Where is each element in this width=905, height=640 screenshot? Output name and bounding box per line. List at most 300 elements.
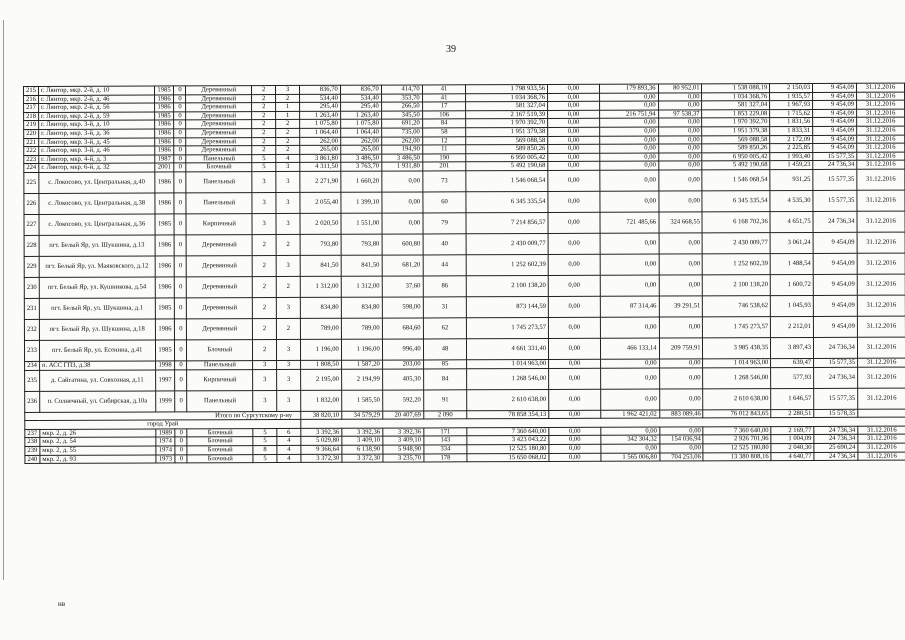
table-cell: 1 967,93: [770, 101, 813, 110]
table-cell: 40: [423, 234, 467, 255]
table-cell: 24 736,34: [813, 211, 857, 232]
table-cell: 216 751,94: [599, 110, 658, 119]
table-cell: 216: [24, 95, 39, 104]
table-cell: 2: [252, 111, 276, 120]
table-cell: 17: [422, 102, 466, 111]
table-cell: г. Лянтор, мкр. 3-й, д. 10: [39, 120, 155, 129]
table-cell: 1 646,57: [771, 388, 814, 409]
table-cell: 1 268 546,00: [703, 367, 771, 388]
table-cell: 2: [252, 146, 276, 155]
table-cell: 9 454,09: [813, 232, 857, 253]
table-cell: 31.12.2016: [857, 316, 905, 337]
table-cell: 0: [174, 120, 186, 129]
table-cell: 1 808,50: [300, 360, 341, 369]
table-cell: 1986: [154, 129, 174, 138]
table-cell: 15 577,35: [813, 152, 857, 161]
table-cell: Деревянный: [187, 235, 253, 256]
table-cell: 240: [25, 455, 40, 464]
table-cell: 6 345 335,54: [702, 191, 770, 212]
table-cell: 5: [252, 163, 276, 172]
table-cell: 79: [423, 213, 467, 234]
table-cell: 345,50: [381, 111, 422, 120]
table-cell: 6 138,90: [342, 445, 383, 454]
table-cell: 1 798 933,56: [466, 84, 548, 93]
table-cell: 746 538,62: [703, 296, 771, 317]
table-cell: 4 640,77: [771, 452, 814, 461]
table-cell: 0,00: [659, 317, 703, 338]
table-cell: 9 454,09: [813, 92, 857, 101]
table-cell: 1 970 392,70: [466, 119, 548, 128]
table-cell: 0,00: [549, 453, 601, 462]
table-cell: 1 600,72: [770, 274, 813, 295]
table-cell: 34 579,29: [342, 411, 383, 420]
table-cell: 1986: [154, 95, 174, 104]
table-cell: 5: [253, 454, 277, 463]
table-cell: 1986: [155, 235, 175, 256]
table-cell: 3 486,50: [341, 154, 382, 163]
table-cell: 0,00: [548, 144, 600, 153]
table-cell: 1 004,09: [771, 435, 814, 444]
table-cell: 1 585,50: [341, 390, 382, 411]
table-cell: 0: [174, 214, 186, 235]
table-cell: 6 950 005,42: [702, 152, 770, 161]
table-cell: 1997: [155, 369, 175, 390]
table-cell: 1 587,20: [341, 360, 382, 369]
table-cell: Кирпичный: [186, 214, 252, 235]
table-cell: 24 736,34: [814, 435, 858, 444]
table-cell: 1 565 006,80: [601, 453, 660, 462]
table-cell: 0: [174, 146, 186, 155]
table-cell: 31.12.2016: [857, 117, 905, 126]
table-cell: 295,40: [340, 102, 381, 111]
table-cell: г. Лянтор, мкр. 3-й, д. 36: [39, 129, 155, 138]
table-cell: Панельный: [186, 193, 252, 214]
table-cell: 9 454,09: [813, 135, 857, 144]
table-cell: 3 392,36: [301, 428, 342, 437]
table-cell: 9 454,09: [813, 126, 857, 135]
table-cell: 405,30: [382, 368, 423, 389]
table-cell: 1 832,00: [301, 390, 342, 411]
table-cell: 0: [174, 129, 186, 138]
table-cell: 31.12.2016: [857, 135, 905, 144]
table-cell: 0: [175, 361, 187, 370]
table-cell: 3: [253, 369, 277, 390]
table-cell: 31: [423, 297, 467, 318]
table-cell: 2 100 138,20: [703, 275, 771, 296]
table-cell: 2: [252, 255, 276, 276]
table-cell: 1 745 273,57: [467, 317, 549, 338]
table-cell: 1 745 273,57: [703, 317, 771, 338]
table-cell: 6 168 702,36: [702, 212, 770, 233]
table-cell: 15 577,35: [814, 388, 858, 409]
table-cell: 0: [175, 446, 187, 455]
table-cell: 0,00: [659, 444, 703, 453]
table-cell: 1 252 602,39: [703, 254, 771, 275]
table-cell: 31.12.2016: [858, 443, 905, 452]
table-cell: 238: [25, 438, 40, 447]
table-cell: 48: [423, 339, 467, 360]
table-cell: 2: [276, 120, 300, 129]
table-cell: 0,00: [600, 161, 659, 170]
table-cell: 0,00: [599, 136, 658, 145]
table-cell: 84: [423, 368, 467, 389]
table-cell: пгт. Белый Яр, ул. Шукшина, д.1: [39, 298, 155, 319]
table-cell: 2 430 009,77: [703, 233, 771, 254]
table-cell: 0,00: [601, 444, 660, 453]
table-cell: Деревянный: [186, 146, 252, 155]
table-cell: 0,00: [659, 359, 703, 368]
table-cell: 0,00: [600, 170, 659, 191]
table-cell: 0,00: [548, 212, 600, 233]
table-cell: 5 029,80: [301, 437, 342, 446]
table-cell: 1985: [155, 298, 175, 319]
table-cell: 203,00: [382, 360, 423, 369]
table-cell: 179 893,36: [599, 84, 658, 93]
table-cell: с. Локосово, ул. Центральная, д.40: [39, 172, 155, 193]
table-cell: 1 951 379,38: [702, 127, 770, 136]
table-cell: 1998: [155, 361, 175, 370]
table-cell: 2 610 638,00: [467, 389, 549, 410]
table-cell: Панельный: [187, 390, 253, 411]
table-cell: 0,00: [599, 118, 658, 127]
table-cell: 3 372,30: [301, 454, 342, 463]
table-cell: 31.12.2016: [858, 434, 905, 443]
table-cell: 1 034 368,76: [702, 92, 770, 101]
table-cell: 215: [24, 86, 39, 95]
table-cell: 1 853 229,08: [702, 109, 770, 118]
table-cell: 5: [252, 154, 276, 163]
table-cell: 234: [25, 361, 40, 370]
table-cell: 1 935,57: [770, 92, 813, 101]
table-cell: 229: [24, 256, 39, 277]
table-cell: 2: [253, 339, 277, 360]
table-cell: Деревянный: [186, 86, 252, 95]
housing-table: [23, 83, 905, 464]
table-cell: 1 312,00: [300, 276, 341, 297]
table-cell: 3: [277, 360, 301, 369]
table-cell: 5: [253, 437, 277, 446]
table-cell: Кирпичный: [187, 369, 253, 390]
table-cell: Деревянный: [186, 103, 252, 112]
table-cell: 534,40: [299, 94, 340, 103]
table-cell: 20 407,69: [382, 410, 423, 419]
table-cell: 0,00: [658, 161, 702, 170]
table-cell: 0,00: [658, 153, 702, 162]
table-cell: 12 525 180,80: [703, 444, 771, 453]
table-cell: 1989: [155, 429, 175, 438]
table-cell: 789,00: [300, 318, 341, 339]
table-cell: 2: [252, 234, 276, 255]
table-cell: 0,00: [658, 127, 702, 136]
table-cell: 1 064,40: [300, 128, 341, 137]
table-cell: 1973: [155, 454, 175, 463]
table-cell: 4 651,75: [770, 211, 813, 232]
table-cell: 2: [252, 137, 276, 146]
table-cell: 24 736,34: [814, 452, 858, 461]
table-cell: 1 538 088,19: [702, 84, 770, 93]
footer-mark: нв: [58, 600, 66, 608]
table-cell: 37,60: [382, 276, 423, 297]
table-cell: Блочный: [187, 454, 253, 463]
table-cell: 3: [253, 390, 277, 411]
table-cell: 1985: [154, 112, 174, 121]
table-cell: 0: [174, 193, 186, 214]
table-cell: 12: [422, 136, 466, 145]
table-cell: 2 040,30: [771, 443, 814, 452]
table-cell: 0,00: [599, 101, 658, 110]
table-cell: 1 014 963,00: [467, 359, 549, 368]
table-cell: 1986: [154, 193, 174, 214]
table-cell: 834,80: [300, 297, 341, 318]
table-cell: Блочный: [186, 163, 252, 172]
table-cell: 3: [252, 192, 276, 213]
table-cell: 1 075,80: [300, 120, 341, 129]
table-cell: 592,20: [382, 389, 423, 410]
table-cell: 0,00: [549, 359, 601, 368]
table-cell: 2001: [154, 163, 174, 172]
table-cell: 232: [24, 319, 39, 340]
table-cell: 4: [277, 437, 301, 446]
table-cell: 9 454,09: [813, 118, 857, 127]
table-cell: 0,00: [549, 436, 601, 445]
table-cell: мкр. 2, д. 26: [40, 429, 156, 438]
table-cell: 2 090: [423, 410, 467, 419]
table-cell: 143: [423, 436, 467, 445]
table-cell: 3: [277, 339, 301, 360]
table-cell: 1985: [155, 214, 175, 235]
table-cell: пгт. Белый Яр, ул. Шукшина, д.13: [39, 235, 155, 256]
table-cell: 217: [24, 104, 39, 113]
table-cell: 0,00: [548, 84, 600, 93]
table-cell: 3 423 043,22: [467, 436, 549, 445]
table-cell: 38 820,10: [301, 411, 342, 420]
table-cell: 230: [24, 277, 39, 298]
table-cell: 85: [423, 360, 467, 369]
table-cell: Деревянный: [187, 319, 253, 340]
table-cell: 704 253,06: [659, 452, 703, 461]
table-cell: 24 736,34: [814, 426, 858, 435]
table-cell: 0,00: [548, 119, 600, 128]
table-cell: 931,25: [770, 169, 813, 190]
table-cell: 1 252 602,39: [467, 254, 549, 275]
table-cell: 2 150,03: [770, 83, 813, 92]
table-cell: 9 366,64: [301, 445, 342, 454]
table-cell: 1 993,40: [770, 152, 813, 161]
table-cell: 0,00: [548, 110, 600, 119]
table-cell: 31.12.2016: [857, 143, 905, 152]
table-cell: 0,00: [658, 144, 702, 153]
table-cell: 7 360 640,00: [703, 426, 771, 435]
table-cell: 171: [423, 428, 467, 437]
table-cell: 0,00: [548, 191, 600, 212]
table-cell: 6: [277, 428, 301, 437]
table-cell: 1986: [154, 103, 174, 112]
table-cell: 0,00: [548, 101, 600, 110]
table-cell: 3: [253, 360, 277, 369]
table-cell: 873 144,59: [467, 296, 549, 317]
table-cell: 15 577,35: [814, 358, 858, 367]
table-cell: 219: [24, 121, 39, 130]
table-cell: 3: [276, 192, 300, 213]
table-cell: 581 327,04: [466, 102, 548, 111]
table-cell: с. Локосово, ул. Центральная, д.38: [39, 193, 155, 214]
table-cell: 262,00: [381, 137, 422, 146]
table-cell: 0: [175, 235, 187, 256]
table-cell: 11: [422, 145, 466, 154]
table-cell: 0: [175, 277, 187, 298]
table-cell: 1 931,80: [382, 162, 423, 171]
table-cell: 1985: [155, 340, 175, 361]
table-cell: 5: [253, 428, 277, 437]
table-cell: п. Солнечный, ул. Сибирская, д.10а: [40, 391, 156, 412]
table-cell: 681,20: [382, 255, 423, 276]
table-cell: 5 948,90: [383, 445, 424, 454]
table-cell: 7 214 856,57: [466, 212, 548, 233]
table-cell: 31.12.2016: [857, 126, 905, 135]
table-cell: 4: [276, 154, 300, 163]
table-cell: 996,40: [382, 339, 423, 360]
table-cell: 2: [276, 128, 300, 137]
table-cell: 62: [423, 318, 467, 339]
table-cell: 1 951 379,38: [466, 127, 548, 136]
table-cell: 265,00: [300, 145, 341, 154]
table-cell: 1 034 368,76: [466, 93, 548, 102]
table-cell: 224: [24, 164, 39, 173]
table-cell: 201: [422, 162, 466, 171]
table-cell: 3 985 438,35: [703, 338, 771, 359]
table-cell: Деревянный: [186, 111, 252, 120]
table-cell: 2: [276, 318, 300, 339]
table-cell: 31.12.2016: [857, 190, 905, 211]
table-cell: 0,00: [599, 127, 658, 136]
table-cell: 0,00: [659, 388, 703, 409]
table-cell: 834,80: [341, 297, 382, 318]
table-cell: 334: [424, 445, 468, 454]
table-cell: 1986: [155, 319, 175, 340]
table-cell: 190: [422, 154, 466, 163]
table-cell: 466 133,14: [600, 338, 659, 359]
table-cell: 0,00: [600, 359, 659, 368]
table-cell: 31.12.2016: [858, 452, 905, 461]
table-cell: 3: [252, 213, 276, 234]
table-cell: Деревянный: [186, 137, 252, 146]
table-cell: 1 970 392,70: [702, 118, 770, 127]
table-cell: 2 225,85: [770, 144, 813, 153]
table-cell: 324 668,55: [659, 212, 703, 233]
table-cell: 31.12.2016: [857, 253, 905, 274]
table-cell: Блочный: [187, 446, 253, 455]
table-cell: 12 525 180,80: [467, 444, 549, 453]
table-cell: Деревянный: [186, 120, 252, 129]
table-cell: 2: [253, 318, 277, 339]
table-cell: 0,00: [658, 191, 702, 212]
table-cell: 1 263,40: [340, 111, 381, 120]
table-cell: 836,70: [299, 85, 340, 94]
table-cell: 0: [175, 340, 187, 361]
table-cell: 1 268 546,00: [467, 368, 549, 389]
table-cell: 236: [25, 391, 40, 412]
table-cell: 2 055,40: [300, 192, 341, 213]
table-cell: Блочный: [187, 340, 253, 361]
scan-edge-line: [3, 20, 4, 580]
table-cell: 0,00: [548, 275, 600, 296]
table-cell: 6 345 335,54: [466, 191, 548, 212]
table-cell: 1986: [154, 120, 174, 129]
table-cell: 2: [253, 297, 277, 318]
table-cell: 178: [424, 453, 468, 462]
table-cell: 883 089,46: [659, 409, 703, 418]
table-cell: 1 833,31: [770, 126, 813, 135]
table-cell: 1: [276, 111, 300, 120]
table-cell: 3: [252, 171, 276, 192]
table-cell: 13 380 808,16: [703, 452, 771, 461]
table-cell: 2: [276, 146, 300, 155]
table-cell: 0,00: [599, 93, 658, 102]
table-cell: 223: [24, 155, 39, 164]
table-cell: 44: [423, 255, 467, 276]
table-cell: 2: [252, 86, 276, 95]
table-cell: 9 454,09: [813, 316, 857, 337]
table-cell: 9 454,09: [813, 83, 857, 92]
table-cell: 2: [276, 276, 300, 297]
table-cell: 2 195,00: [301, 369, 342, 390]
table-cell: 220: [24, 129, 39, 138]
table-cell: пгт. Белый Яр, ул. Шукшина, д.18: [39, 319, 155, 340]
table-cell: 73: [422, 171, 466, 192]
table-cell: 0: [174, 163, 186, 172]
table-cell: 3: [276, 171, 300, 192]
table-cell: 414,70: [381, 85, 422, 94]
table-cell: 31.12.2016: [858, 426, 905, 435]
table-cell: г. Лянтор, мкр. 4-й, д. 3: [39, 155, 155, 164]
table-cell: 0,00: [658, 101, 702, 110]
table-cell: 1 962 421,02: [600, 410, 659, 419]
table-cell: 1986: [155, 256, 175, 277]
table-cell: 3 409,10: [383, 436, 424, 445]
table-cell: 15 577,35: [813, 169, 857, 190]
table-cell: г. Лянтор, мкр. 2-й, д. 10: [38, 86, 154, 95]
table-cell: г. Лянтор, мкр. 3-й, д. 46: [39, 146, 155, 155]
table-cell: 0: [175, 319, 187, 340]
table-cell: 3 392,36: [342, 428, 383, 437]
table-cell: 3 061,24: [770, 232, 813, 253]
table-cell: 836,70: [340, 85, 381, 94]
table-cell: 60: [423, 192, 467, 213]
table-cell: 1 196,00: [300, 339, 341, 360]
table-cell: 266,50: [381, 102, 422, 111]
table-cell: 2: [252, 120, 276, 129]
table-cell: 600,80: [382, 234, 423, 255]
table-cell: 3 897,43: [771, 337, 814, 358]
table-cell: пгт. Белый Яр, ул. Кушникова, д.54: [39, 277, 155, 298]
table-cell: 86: [423, 276, 467, 297]
table-cell: 534,40: [340, 94, 381, 103]
table-cell: 0: [175, 369, 187, 390]
table-cell: мкр. 2, д. 93: [40, 454, 156, 463]
table-cell: 841,50: [300, 255, 341, 276]
table-cell: 0,00: [549, 444, 601, 453]
table-cell: 0,00: [599, 153, 658, 162]
table-cell: 2: [252, 94, 276, 103]
table-cell: 0,00: [548, 296, 600, 317]
table-cell: 227: [24, 214, 39, 235]
table-cell: Деревянный: [186, 129, 252, 138]
table-cell: 0,00: [659, 367, 703, 388]
table-cell: 1 312,00: [341, 276, 382, 297]
table-cell: 3: [276, 255, 300, 276]
table-cell: 2 280,51: [771, 409, 814, 418]
table-cell: 1986: [154, 137, 174, 146]
